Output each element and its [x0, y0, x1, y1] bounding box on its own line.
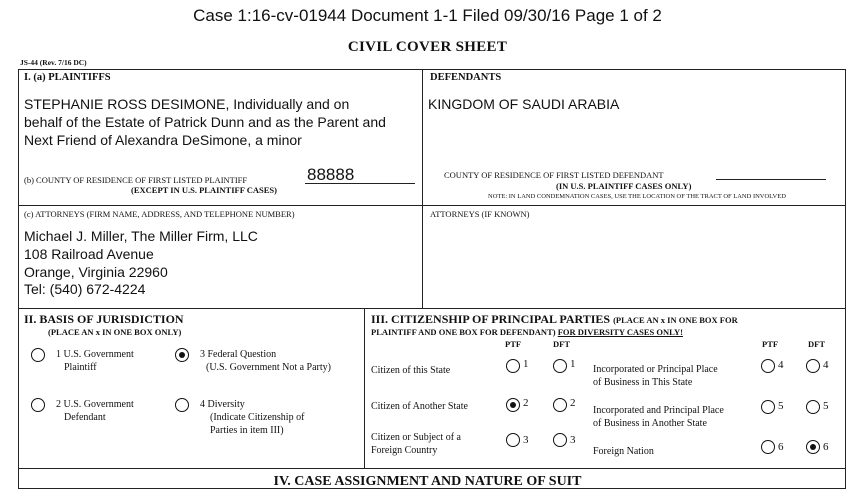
citizenship-sub-main: PLAINTIFF AND ONE BOX FOR DEFENDANT) — [371, 327, 556, 337]
defendant-county-line — [716, 179, 826, 180]
citizen-row-2-ptf-num: 2 — [523, 397, 529, 409]
plaintiffs-label: I. (a) PLAINTIFFS — [24, 72, 111, 83]
citizen-row-1-dft-num: 1 — [570, 358, 576, 370]
citizen-row-2-ptf-radio[interactable] — [506, 398, 520, 412]
corp-row-5-ptf-radio[interactable] — [761, 400, 775, 414]
citizen-row-2-dft-radio[interactable] — [553, 398, 567, 412]
citizen-row-3-ptf-num: 3 — [523, 434, 529, 446]
plaintiff-county-line — [305, 183, 415, 184]
plaintiff-line-3: Next Friend of Alexandra DeSimone, a minor — [24, 132, 302, 148]
plaintiff-county-note: (EXCEPT IN U.S. PLAINTIFF CASES) — [131, 185, 277, 195]
citizen-row-3-label-1: Citizen or Subject of a — [371, 432, 461, 443]
attorney-line-2: 108 Railroad Avenue — [24, 246, 154, 262]
divider-section4 — [18, 468, 846, 469]
jurisdiction-radio-3[interactable] — [175, 348, 189, 362]
divider-sections — [18, 308, 846, 309]
form-title: CIVIL COVER SHEET — [347, 39, 508, 55]
plaintiff-county-label: (b) COUNTY OF RESIDENCE OF FIRST LISTED PLAINTIFF — [24, 175, 248, 185]
jurisdiction-sub: (PLACE AN x IN ONE BOX ONLY) — [48, 327, 182, 337]
divider-attorneys — [18, 205, 846, 206]
ptf-header-right: PTF — [762, 339, 779, 349]
corp-row-5-ptf-num: 5 — [778, 400, 784, 412]
citizenship-sub-diversity: FOR DIVERSITY CASES ONLY! — [557, 327, 683, 337]
corp-row-6-label: Foreign Nation — [593, 446, 654, 457]
jurisdiction-option-2-line2: Defendant — [64, 412, 106, 423]
corp-row-6-ptf-radio[interactable] — [761, 440, 775, 454]
plaintiff-line-2: behalf of the Estate of Patrick Dunn and as the Parent and — [24, 114, 386, 130]
corp-row-6-dft-num: 6 — [823, 441, 829, 453]
corp-row-4-label-1: Incorporated or Principal Place — [593, 364, 718, 375]
citizen-row-1-label: Citizen of this State — [371, 365, 451, 376]
jurisdiction-option-3-line2: (U.S. Government Not a Party) — [206, 362, 331, 373]
attorney-line-3: Orange, Virginia 22960 — [24, 264, 168, 280]
corp-row-6-dft-radio[interactable] — [806, 440, 820, 454]
divider-parties — [422, 69, 423, 308]
jurisdiction-label: II. BASIS OF JURISDICTION — [24, 312, 184, 326]
corp-row-4-label-2: of Business in This State — [593, 377, 693, 388]
corp-row-6-ptf-num: 6 — [778, 441, 784, 453]
citizen-row-1-ptf-radio[interactable] — [506, 359, 520, 373]
corp-row-5-label-1: Incorporated and Principal Place — [593, 405, 724, 416]
defendant-land-note: NOTE: IN LAND CONDEMNATION CASES, USE THE LOCATION OF THE TRACT OF LAND INVOLVED — [488, 193, 786, 200]
citizenship-sub — [371, 327, 683, 337]
defendant-county-label: COUNTY OF RESIDENCE OF FIRST LISTED DEFENDANT — [444, 170, 664, 180]
attorney-line-4: Tel: (540) 672-4224 — [24, 281, 146, 297]
corp-row-4-dft-radio[interactable] — [806, 359, 820, 373]
citizen-row-3-dft-num: 3 — [570, 434, 576, 446]
defendants-label: DEFENDANTS — [430, 72, 502, 83]
section-4-label: IV. CASE ASSIGNMENT AND NATURE OF SUIT — [273, 474, 582, 489]
plaintiff-line-1: STEPHANIE ROSS DESIMONE, Individually and on — [24, 96, 350, 112]
case-header: Case 1:16-cv-01944 Document 1-1 Filed 09/30/16 Page 1 of 2 — [193, 6, 662, 25]
ptf-header-left: PTF — [505, 339, 522, 349]
defendant-name: KINGDOM OF SAUDI ARABIA — [428, 96, 620, 112]
jurisdiction-radio-4[interactable] — [175, 398, 189, 412]
citizen-row-3-ptf-radio[interactable] — [506, 433, 520, 447]
citizen-row-2-label: Citizen of Another State — [371, 401, 468, 412]
jurisdiction-option-4-line3: Parties in item III) — [210, 425, 284, 436]
form-code: JS-44 (Rev. 7/16 DC) — [20, 58, 87, 67]
dft-header-right: DFT — [808, 339, 825, 349]
attorneys-label: (c) ATTORNEYS (FIRM NAME, ADDRESS, AND TELEPHONE NUMBER) — [24, 209, 295, 219]
citizenship-label-main: III. CITIZENSHIP OF PRINCIPAL PARTIES — [371, 312, 611, 326]
corp-row-5-dft-radio[interactable] — [806, 400, 820, 414]
citizen-row-2-dft-num: 2 — [570, 397, 576, 409]
citizen-row-3-label-2: Foreign Country — [371, 445, 438, 456]
divider-jurisdiction — [364, 308, 365, 468]
citizenship-label-tail: (PLACE AN x IN ONE BOX FOR — [613, 315, 738, 325]
attorney-line-1: Michael J. Miller, The Miller Firm, LLC — [24, 228, 258, 244]
plaintiff-county-value: 88888 — [307, 165, 355, 184]
corp-row-4-ptf-radio[interactable] — [761, 359, 775, 373]
citizen-row-3-dft-radio[interactable] — [553, 433, 567, 447]
citizenship-label — [371, 312, 738, 327]
corp-row-4-ptf-num: 4 — [778, 359, 784, 371]
jurisdiction-option-4-line1: 4 Diversity — [200, 399, 245, 410]
jurisdiction-option-2-line1: 2 U.S. Government — [56, 399, 134, 410]
corp-row-4-dft-num: 4 — [823, 359, 829, 371]
citizen-row-1-ptf-num: 1 — [523, 358, 529, 370]
jurisdiction-option-1-line1: 1 U.S. Government — [56, 349, 134, 360]
defendant-attorneys-label: ATTORNEYS (IF KNOWN) — [430, 209, 530, 219]
corp-row-5-dft-num: 5 — [823, 400, 829, 412]
jurisdiction-option-4-line2: (Indicate Citizenship of — [210, 412, 305, 423]
jurisdiction-option-3-line1: 3 Federal Question — [200, 349, 277, 360]
jurisdiction-option-1-line2: Plaintiff — [64, 362, 97, 373]
dft-header-left: DFT — [553, 339, 570, 349]
jurisdiction-radio-1[interactable] — [31, 348, 45, 362]
jurisdiction-radio-2[interactable] — [31, 398, 45, 412]
defendant-county-note: (IN U.S. PLAINTIFF CASES ONLY) — [556, 181, 692, 191]
citizen-row-1-dft-radio[interactable] — [553, 359, 567, 373]
corp-row-5-label-2: of Business in Another State — [593, 418, 707, 429]
